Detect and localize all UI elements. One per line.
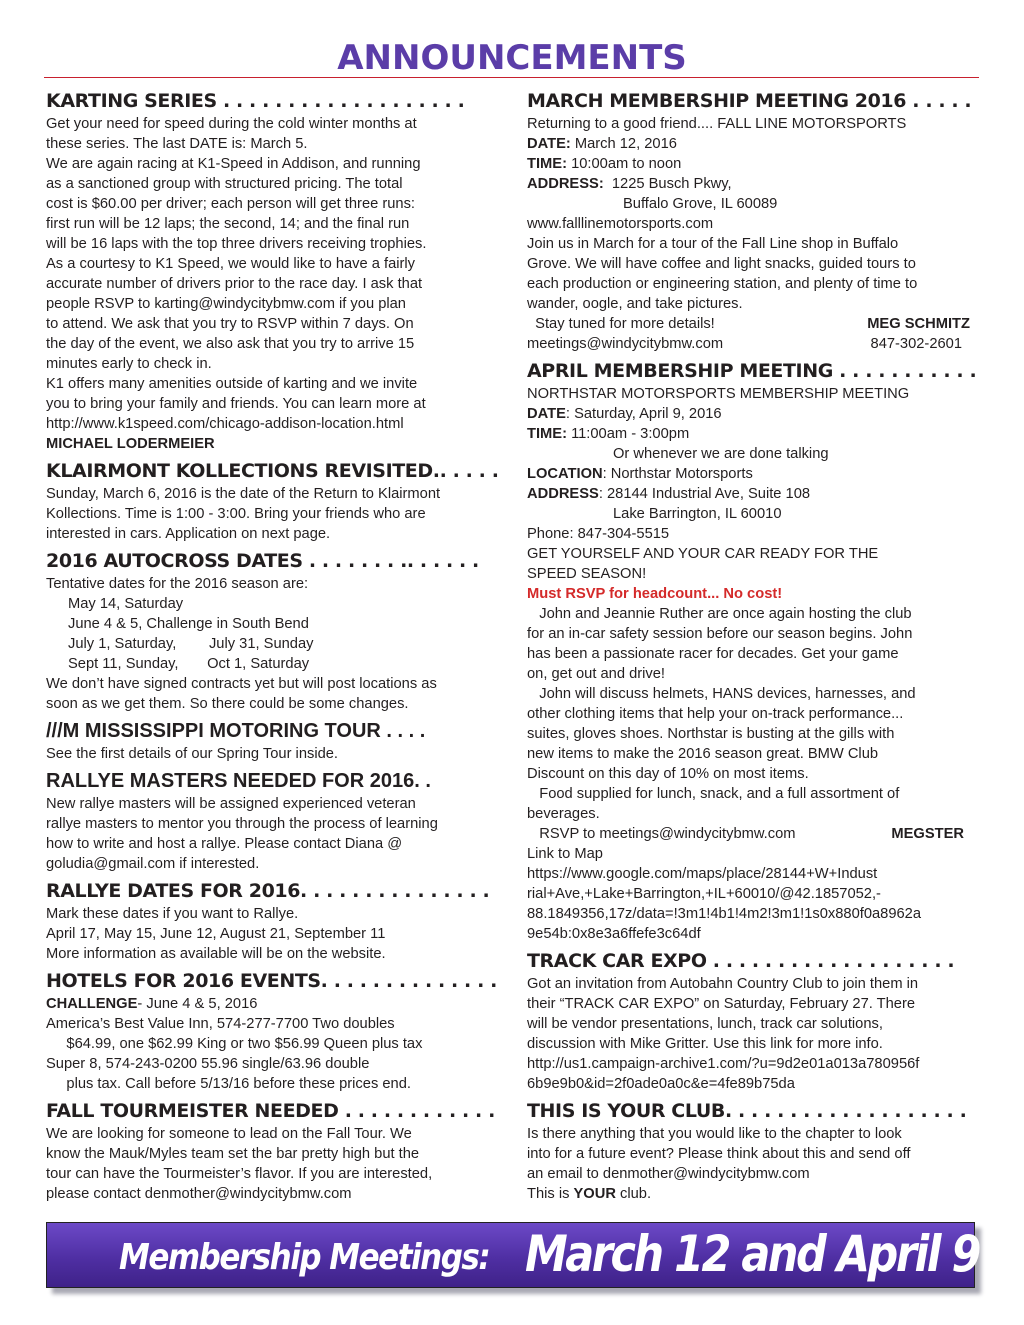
autocross-date: Sept 11, Sunday, Oct 1, Saturday (68, 656, 310, 672)
april-map-link[interactable]: 9e54b:0x8e3a6ffefe3c64df (527, 926, 701, 942)
march-date-label: DATE: (527, 136, 571, 152)
karting-line: first run will be 12 laps; the second, 14; and the final run (46, 216, 410, 232)
hotels-heading: HOTELS FOR 2016 EVENTS. . . . . . . . . . . . . . (46, 970, 497, 992)
march-website[interactable]: www.falllinemotorsports.com (527, 216, 714, 232)
april-location (527, 464, 982, 484)
klairmont-line: Sunday, March 6, 2016 is the date of the Return to Klairmont (46, 486, 441, 502)
april-time-value: 11:00am - 3:00pm (566, 426, 690, 442)
rallye-dates-heading: RALLYE DATES FOR 2016. . . . . . . . . . . . . . . (46, 880, 490, 902)
autocross-heading: 2016 AUTOCROSS DATES . . . . . . . .. . . . . . (46, 550, 479, 572)
rallye-dates-line: Mark these dates if you want to Rallye. (46, 906, 299, 922)
autocross-date: July 1, Saturday, July 31, Sunday (68, 636, 314, 652)
april-map-link[interactable]: 88.1849356,17z/data=!3m1!4b1!4m2!3m1!1s0x880f0a8962a (527, 906, 922, 922)
karting-line: accurate number of drivers prior to the race day. I ask that (46, 276, 423, 292)
april-line: suites, gloves shoes. Northstar is busting at the gills with (527, 726, 895, 742)
karting-line: these series. The last DATE is: March 5. (46, 136, 308, 152)
april-date (527, 404, 982, 424)
karting-line: to attend. We ask that you try to RSVP within 7 days. On (46, 316, 414, 332)
hotels-line: $64.99, one $62.99 King or two $56.99 Queen plus tax (46, 1036, 423, 1052)
karting-line: Get your need for speed during the cold winter months at (46, 116, 417, 132)
title-divider (44, 77, 979, 78)
april-map-label: Link to Map (527, 846, 603, 862)
mississippi-line: See the first details of our Spring Tour inside. (46, 746, 339, 762)
your-club-section (527, 1098, 982, 1204)
your-club-line: an email to denmother@windycitybmw.com (527, 1166, 810, 1182)
march-email[interactable]: meetings@windycitybmw.com (527, 336, 724, 352)
april-get-ready: GET YOURSELF AND YOUR CAR READY FOR THE (527, 546, 879, 562)
april-address-value: : 28144 Industrial Ave, Suite 108 (598, 486, 811, 502)
banner-label: Membership Meetings: (119, 1237, 490, 1279)
fall-tour-line: tour can have the Tourmeister’s flavor. If you are interested, (46, 1166, 433, 1182)
track-car-heading: TRACK CAR EXPO . . . . . . . . . . . . . . . . . . . (527, 950, 955, 972)
banner-dates: March 12 and April 9 (525, 1226, 979, 1284)
karting-line: We are again racing at K1-Speed in Addison, and running (46, 156, 421, 172)
autocross-line: We don’t have signed contracts yet but will post locations as (46, 676, 437, 692)
march-line: Join us in March for a tour of the Fall Line shop in Buffalo (527, 236, 899, 252)
track-car-line: discussion with Mike Gritter. Use this link for more info. (527, 1036, 883, 1052)
march-date-value: March 12, 2016 (570, 136, 677, 152)
rallye-masters-line: goludia@gmail.com if interested. (46, 856, 260, 872)
left-column (46, 88, 506, 1208)
karting-line: cost is $60.00 per driver; each person will get three runs: (46, 196, 416, 212)
march-contact-name: MEG SCHMITZ (867, 316, 970, 332)
karting-line: will be 16 laps with the top three drivers receiving trophies. (46, 236, 427, 252)
your-club-line: into for a future event? Please think about this and send off (527, 1146, 911, 1162)
klairmont-heading: KLAIRMONT KOLLECTIONS REVISITED.. . . . . (46, 460, 499, 482)
march-time (527, 154, 982, 174)
march-line: each production or engineering station, and plenty of time to (527, 276, 918, 292)
march-address (527, 174, 982, 194)
march-phone: 847-302-2601 (870, 336, 962, 352)
challenge-dates: - June 4 & 5, 2016 (137, 996, 258, 1012)
challenge-label: CHALLENGE (46, 996, 138, 1012)
track-car-line: their “TRACK CAR EXPO” on Saturday, February 27. There (527, 996, 916, 1012)
april-line: beverages. (527, 806, 600, 822)
march-address-line2: Buffalo Grove, IL 60089 (623, 196, 778, 212)
march-meeting-section (527, 88, 982, 354)
rallye-masters-line: New rallye masters will be assigned experienced veteran (46, 796, 416, 812)
karting-line: you to bring your family and friends. You can learn more at (46, 396, 426, 412)
april-location-label: LOCATION (527, 466, 603, 482)
april-address (527, 484, 982, 504)
fall-tour-line: know the Mauk/Myles team set the bar pretty high but the (46, 1146, 420, 1162)
april-line: for an in-car safety session before our season begins. John (527, 626, 913, 642)
page-title: ANNOUNCEMENTS (337, 38, 687, 78)
rallye-dates-section (46, 878, 506, 964)
hotels-section (46, 968, 506, 1094)
march-address-value: 1225 Busch Pkwy, (603, 176, 732, 192)
autocross-intro: Tentative dates for the 2016 season are: (46, 576, 309, 592)
autocross-line: soon as we get them. So there could be some changes. (46, 696, 409, 712)
march-stay-tuned: Stay tuned for more details! (527, 316, 715, 332)
track-car-link[interactable]: http://us1.campaign-archive1.com/?u=9d2e01a013a780956f (527, 1056, 920, 1072)
track-car-link[interactable]: 6b9e9b0&id=2f0ade0a0c&e=4fe89b75da (527, 1076, 795, 1092)
your-club-post: club. (615, 1186, 652, 1202)
hotels-line: America’s Best Value Inn, 574-277-7700 Two doubles (46, 1016, 395, 1032)
karting-line: as a sanctioned group with structured pricing. The total (46, 176, 403, 192)
april-rsvp-row (527, 824, 982, 844)
karting-section (46, 88, 506, 454)
your-club-pre: This is (527, 1186, 574, 1202)
rallye-dates-line: More information as available will be on the website. (46, 946, 386, 962)
rallye-masters-line: how to write and host a rallye. Please contact Diana @ (46, 836, 403, 852)
march-line: Grove. We will have coffee and light snacks, guided tours to (527, 256, 916, 272)
april-line: John will discuss helmets, HANS devices, harnesses, and (527, 686, 916, 702)
april-time (527, 424, 982, 444)
april-line: other clothing items that help your on-track performance... (527, 706, 904, 722)
april-location-value: : Northstar Motorsports (602, 466, 753, 482)
your-club-heading: THIS IS YOUR CLUB. . . . . . . . . . . . . . . . . . . (527, 1100, 967, 1122)
april-intro: NORTHSTAR MOTORSPORTS MEMBERSHIP MEETING (527, 386, 910, 402)
april-meeting-heading: APRIL MEMBERSHIP MEETING . . . . . . . . . . . (527, 360, 977, 382)
hotels-line: Super 8, 574-243-0200 55.96 single/63.96 double (46, 1056, 370, 1072)
mississippi-section (46, 718, 506, 764)
march-date (527, 134, 982, 154)
track-car-line: will be vendor presentations, lunch, track car solutions, (527, 1016, 883, 1032)
march-time-label: TIME: (527, 156, 567, 172)
rallye-masters-line: rallye masters to mentor you through the process of learning (46, 816, 438, 832)
april-phone: Phone: 847-304-5515 (527, 526, 670, 542)
karting-line: minutes early to check in. (46, 356, 212, 372)
april-line: on, get out and drive! (527, 666, 665, 682)
right-column (527, 88, 982, 1208)
autocross-section (46, 548, 506, 714)
rallye-masters-section (46, 768, 506, 874)
march-line: wander, oogle, and take pictures. (527, 296, 743, 312)
april-line: Food supplied for lunch, snack, and a full assortment of (527, 786, 900, 802)
karting-line: K1 offers many amenities outside of karting and we invite (46, 376, 418, 392)
april-address-line2: Lake Barrington, IL 60010 (613, 506, 782, 522)
april-time-line2: Or whenever we are done talking (613, 446, 829, 462)
april-rsvp-line[interactable]: RSVP to meetings@windycitybmw.com (527, 826, 796, 842)
karting-line: people RSVP to karting@windycitybmw.com if you plan (46, 296, 406, 312)
april-map-link[interactable]: rial+Ave,+Lake+Barrington,+IL+60010/@42.1857052,- (527, 886, 881, 902)
karting-link[interactable]: http://www.k1speed.com/chicago-addison-location.html (46, 416, 404, 432)
april-date-value: : Saturday, April 9, 2016 (565, 406, 722, 422)
membership-meetings-banner (46, 1222, 979, 1288)
fall-tour-heading: FALL TOURMEISTER NEEDED . . . . . . . . . . . . (46, 1100, 495, 1122)
your-club-last (527, 1184, 982, 1204)
april-line: has been a passionate racer for decades. Get your game (527, 646, 899, 662)
autocross-date: May 14, Saturday (68, 596, 184, 612)
track-car-line: Got an invitation from Autobahn Country Club to join them in (527, 976, 919, 992)
karting-signature: MICHAEL LODERMEIER (46, 436, 215, 452)
rallye-masters-heading: RALLYE MASTERS NEEDED FOR 2016. . (46, 770, 431, 792)
klairmont-line: Kollections. Time is 1:00 - 3:00. Bring your friends who are (46, 506, 426, 522)
hotels-challenge (46, 994, 506, 1014)
march-email-row (527, 334, 982, 354)
april-map-link[interactable]: https://www.google.com/maps/place/28144+W+Indust (527, 866, 878, 882)
april-time-label: TIME: (527, 426, 567, 442)
april-address-label: ADDRESS (527, 486, 599, 502)
april-get-ready: SPEED SEASON! (527, 566, 647, 582)
march-meeting-heading: MARCH MEMBERSHIP MEETING 2016 . . . . . (527, 90, 972, 112)
your-club-bold: YOUR (573, 1186, 616, 1202)
april-meeting-section (527, 358, 982, 944)
karting-heading: KARTING SERIES . . . . . . . . . . . . . . . . . . . (46, 90, 465, 112)
karting-line: As a courtesy to K1 Speed, we would like to have a fairly (46, 256, 416, 272)
fall-tour-line: please contact denmother@windycitybmw.com (46, 1186, 352, 1202)
fall-tour-section (46, 1098, 506, 1204)
march-intro: Returning to a good friend.... FALL LINE MOTORSPORTS (527, 116, 907, 132)
april-rsvp-alert: Must RSVP for headcount... No cost! (527, 586, 783, 602)
april-line: new items to make the 2016 season great. BMW Club (527, 746, 879, 762)
hotels-line: plus tax. Call before 5/13/16 before these prices end. (46, 1076, 411, 1092)
april-signature: MEGSTER (891, 826, 964, 842)
april-date-label: DATE (527, 406, 566, 422)
fall-tour-line: We are looking for someone to lead on the Fall Tour. We (46, 1126, 412, 1142)
march-time-value: 10:00am to noon (566, 156, 682, 172)
march-contact-row (527, 314, 982, 334)
rallye-dates-line: April 17, May 15, June 12, August 21, September 11 (46, 926, 386, 942)
klairmont-line: interested in cars. Application on next page. (46, 526, 331, 542)
march-address-label: ADDRESS: (527, 176, 604, 192)
mississippi-heading: ///M MISSISSIPPI MOTORING TOUR . . . . (46, 720, 426, 742)
april-line: Discount on this day of 10% on most items. (527, 766, 809, 782)
karting-line: the day of the event, we also ask that you try to arrive 15 (46, 336, 415, 352)
autocross-date: June 4 & 5, Challenge in South Bend (68, 616, 309, 632)
april-line: John and Jeannie Ruther are once again hosting the club (527, 606, 912, 622)
track-car-section (527, 948, 982, 1094)
your-club-line: Is there anything that you would like to the chapter to look (527, 1126, 902, 1142)
klairmont-section (46, 458, 506, 544)
